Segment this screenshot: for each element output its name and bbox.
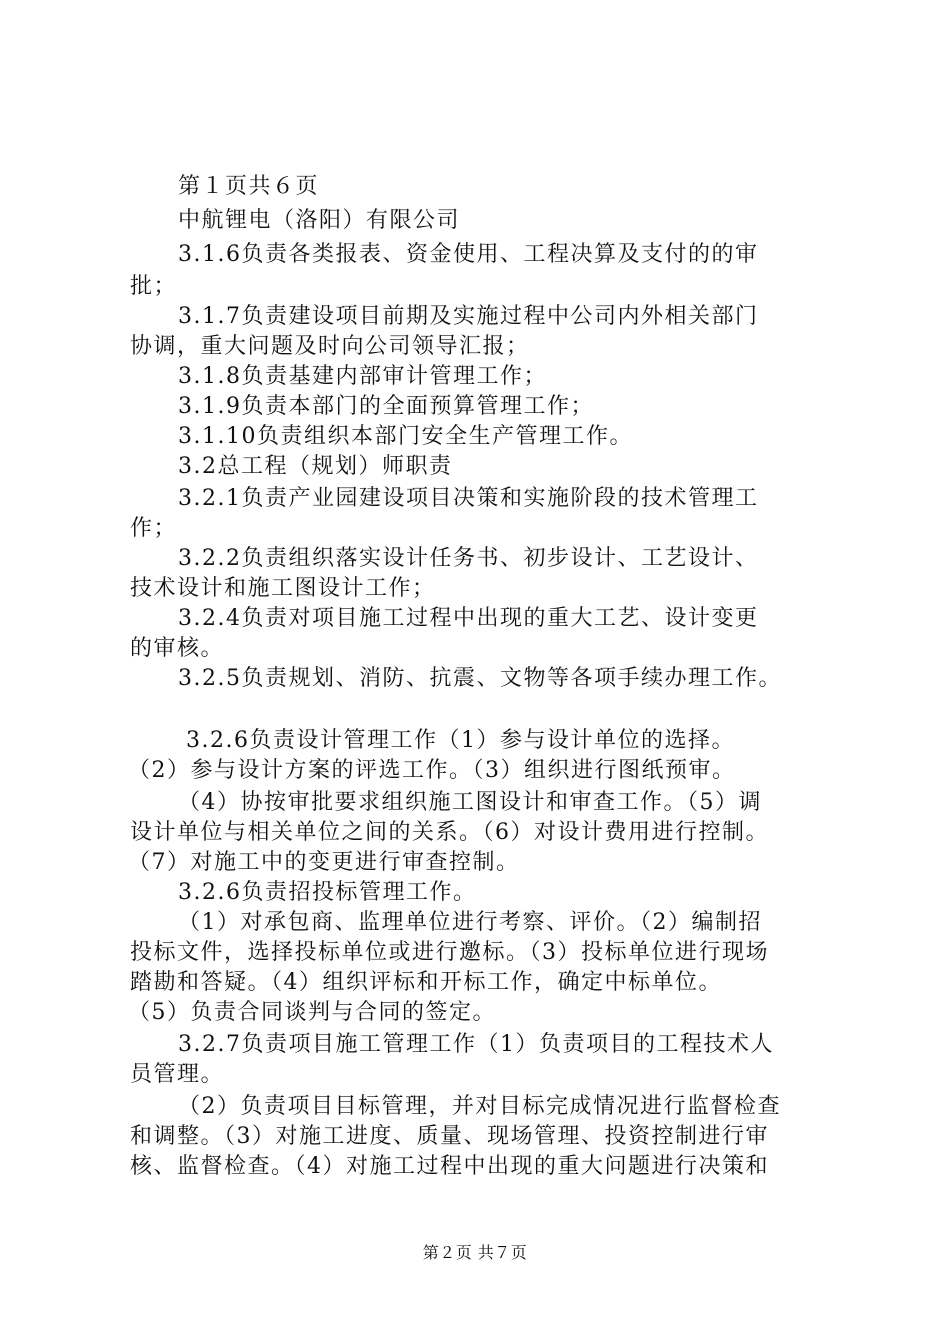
text-line: 3.1.6负责各类报表、资金使用、工程决算及支付的的审 (178, 242, 759, 267)
text-line: 技术设计和施工图设计工作； (130, 576, 436, 601)
text-line: （1）对承包商、监理单位进行考察、评价。（2）编制招 (178, 910, 762, 935)
text-line: 踏勘和答疑。（4）组织评标和开标工作，确定中标单位。 (130, 970, 722, 995)
text-line: 3.2.6负责招投标管理工作。 (178, 880, 477, 905)
text-line: （5）负责合同谈判与合同的签定。 (128, 1000, 496, 1025)
company-name: 中航锂电（洛阳）有限公司 (178, 208, 461, 233)
page-footer: 第２页 共７页 (422, 1243, 528, 1262)
text-line: （2）负责项目目标管理，并对目标完成情况进行监督检查 (178, 1094, 781, 1119)
text-line: 和调整。（3）对施工进度、质量、现场管理、投资控制进行审 (130, 1124, 769, 1149)
text-line: 3.1.8负责基建内部审计管理工作； (178, 364, 547, 389)
text-line: （7）对施工中的变更进行审查控制。 (128, 850, 520, 875)
text-line: 员管理。 (130, 1062, 225, 1087)
text-line: 设计单位与相关单位之间的关系。（6）对设计费用进行控制。 (130, 820, 769, 845)
text-line: 核、监督检查。（4）对施工过程中出现的重大问题进行决策和 (130, 1154, 769, 1179)
text-line: 3.2.2负责组织落实设计任务书、初步设计、工艺设计、 (178, 546, 759, 571)
text-line: 3.2.4负责对项目施工过程中出现的重大工艺、设计变更 (178, 606, 759, 631)
text-line: 第１页共６页 (178, 174, 320, 199)
text-line: 作； (130, 516, 178, 541)
text-line: （4）协按审批要求组织施工图设计和审查工作。（5）调 (178, 790, 762, 815)
text-line: 3.2.6负责设计管理工作（1）参与设计单位的选择。 (186, 728, 735, 753)
text-line: 3.1.10负责组织本部门安全生产管理工作。 (178, 424, 633, 449)
text-line: 批； (130, 274, 178, 299)
text-line: 3.1.7负责建设项目前期及实施过程中公司内外相关部门 (178, 304, 759, 329)
text-line: 3.1.9负责本部门的全面预算管理工作； (178, 394, 594, 419)
text-line: 协调，重大问题及时向公司领导汇报； (130, 334, 530, 359)
text-line: 3.2.5负责规划、消防、抗震、文物等各项手续办理工作。 (178, 666, 782, 691)
text-line: 投标文件，选择投标单位或进行邀标。（3）投标单位进行现场 (130, 940, 769, 965)
text-line: （2）参与设计方案的评选工作。（3）组织进行图纸预审。 (128, 758, 736, 783)
section-heading: 3.2总工程（规划）师职责 (178, 454, 453, 479)
text-line: 3.2.1负责产业园建设项目决策和实施阶段的技术管理工 (178, 486, 759, 511)
text-line: 3.2.7负责项目施工管理工作（1）负责项目的工程技术人 (178, 1032, 774, 1057)
text-line: 的审核。 (130, 636, 225, 661)
